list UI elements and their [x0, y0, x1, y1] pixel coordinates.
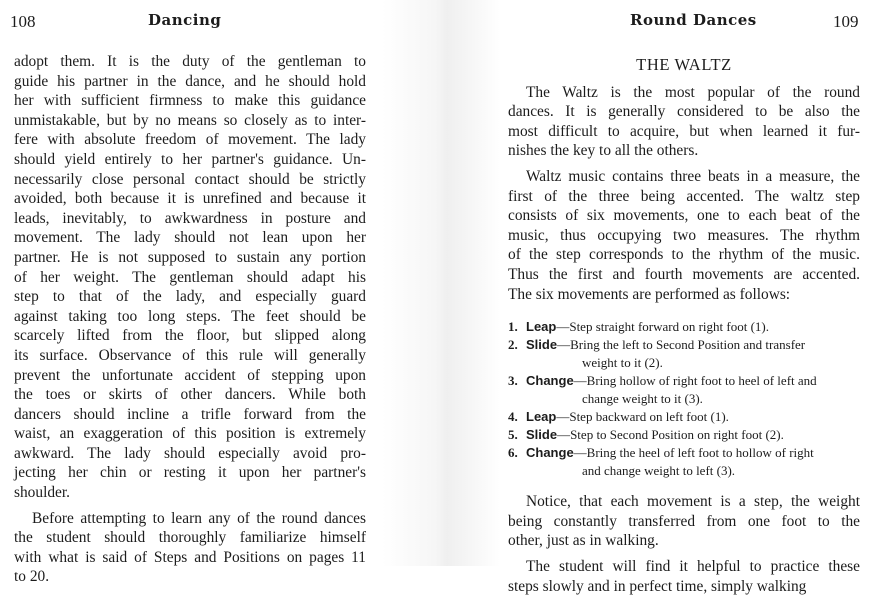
text-line: jecting her chin or resting it upon her partner's [14, 463, 366, 483]
step-description-continued: and change weight to left (3). [508, 462, 860, 480]
left-running-title: Dancing [148, 11, 221, 29]
text-line: its surface. Observance of this rule will generally [14, 346, 366, 366]
text-line: movement. The lady should not lean upon her [14, 228, 366, 248]
text-line: against taking too long steps. The feet should be [14, 307, 366, 327]
step-name: Change [526, 373, 574, 388]
text-line: other, just as in walking. [508, 531, 860, 551]
right-page [505, 0, 880, 566]
text-line: music, thus occupying two measures. The rhythm [508, 226, 860, 246]
text-line: awkward. The lady should especially avoid pro- [14, 444, 366, 464]
step-description: —Bring hollow of right foot to heel of left and [574, 373, 817, 388]
text-line: nishes the key to all the others. [508, 141, 860, 161]
text-line: dancers should incline a trifle forward from the [14, 405, 366, 425]
text-line: with what is said of Steps and Positions on pages 11 [14, 548, 366, 568]
text-line: of her weight. The gentleman should adapt his [14, 268, 366, 288]
text-line: leads, inevitably, to awkwardness in posture and [14, 209, 366, 229]
text-line: The six movements are performed as follows: [508, 285, 860, 305]
text-line: most difficult to acquire, but when learned it fur- [508, 122, 860, 142]
text-line: The student will find it helpful to practice these [508, 557, 860, 577]
right-running-title: Round Dances [630, 11, 757, 29]
waltz-step-5 [508, 426, 860, 444]
left-page-number: 108 [10, 12, 36, 32]
waltz-step-3 [508, 372, 860, 408]
step-name: Change [526, 445, 574, 460]
right-page-header [505, 10, 880, 36]
step-number: 4. [508, 408, 526, 426]
step-name: Leap [526, 319, 556, 334]
text-line: the student should thoroughly familiarize himself [14, 528, 366, 548]
text-line: necessarily close personal contact should be strictly [14, 170, 366, 190]
text-line: Thus the first and fourth movements are accented. [508, 265, 860, 285]
step-description-continued: weight to it (2). [508, 354, 860, 372]
step-name: Slide [526, 337, 557, 352]
step-description: —Step to Second Position on right foot (2). [557, 427, 784, 442]
left-paragraph-2 [14, 509, 366, 587]
text-line: Before attempting to learn any of the round dances [14, 509, 366, 529]
step-description: —Bring the left to Second Position and transfer [557, 337, 805, 352]
text-line: partner. He is not supposed to sustain any portion [14, 248, 366, 268]
text-line: to 20. [14, 567, 366, 587]
text-line: first of the three being accented. The waltz step [508, 187, 860, 207]
text-line: scarcely lifted from the floor, but slipped along [14, 326, 366, 346]
left-page-body [14, 52, 366, 587]
text-line: adopt them. It is the duty of the gentleman to [14, 52, 366, 72]
waltz-step-4 [508, 408, 860, 426]
text-line: shoulder. [14, 483, 366, 503]
step-description-continued: change weight to it (3). [508, 390, 860, 408]
step-number: 5. [508, 426, 526, 444]
step-description: —Bring the heel of left foot to hollow of right [574, 445, 814, 460]
text-line: waist, an exaggeration of this position is extremely [14, 424, 366, 444]
step-description: —Step backward on left foot (1). [556, 409, 729, 424]
text-line: fere with absolute freedom of movement. The lady [14, 130, 366, 150]
left-page [0, 0, 380, 566]
chapter-title: THE WALTZ [508, 55, 860, 75]
text-line: avoided, both because it is unrefined and because it [14, 189, 366, 209]
text-line: her with sufficient firmness to make this guidance [14, 91, 366, 111]
right-page-body [508, 55, 860, 596]
right-page-number: 109 [833, 12, 859, 32]
step-number: 1. [508, 318, 526, 336]
text-line: Notice, that each movement is a step, the weight [508, 492, 860, 512]
right-paragraph-1 [508, 83, 860, 161]
waltz-step-1 [508, 318, 860, 336]
right-paragraph-4 [508, 557, 860, 596]
text-line: steps slowly and in perfect time, simply walking [508, 577, 860, 596]
waltz-steps-list [508, 318, 860, 480]
left-page-header [0, 10, 380, 36]
step-name: Slide [526, 427, 557, 442]
left-paragraph-1 [14, 52, 366, 503]
step-number: 3. [508, 372, 526, 390]
text-line: prevent the unfortunate accident of stepping upon [14, 366, 366, 386]
step-number: 2. [508, 336, 526, 354]
waltz-step-6 [508, 444, 860, 480]
waltz-step-2 [508, 336, 860, 372]
text-line: The Waltz is the most popular of the round [508, 83, 860, 103]
text-line: dances. It is generally considered to be also the [508, 102, 860, 122]
right-paragraph-2 [508, 167, 860, 304]
text-line: Waltz music contains three beats in a measure, the [508, 167, 860, 187]
text-line: being constantly transferred from one foot to the [508, 512, 860, 532]
right-paragraph-3 [508, 492, 860, 551]
text-line: step to that of the lady, and especially guard [14, 287, 366, 307]
text-line: should yield entirely to her partner's guidance. Un- [14, 150, 366, 170]
step-name: Leap [526, 409, 556, 424]
text-line: consists of six movements, one to each beat of the [508, 206, 860, 226]
step-description: —Step straight forward on right foot (1). [556, 319, 769, 334]
text-line: of the step corresponds to the rhythm of the music. [508, 245, 860, 265]
text-line: guide his partner in the dance, and he should hold [14, 72, 366, 92]
book-gutter [382, 0, 500, 566]
step-number: 6. [508, 444, 526, 462]
text-line: unmistakable, but by no means so closely as to inter- [14, 111, 366, 131]
text-line: the toes or skirts of other dancers. While both [14, 385, 366, 405]
